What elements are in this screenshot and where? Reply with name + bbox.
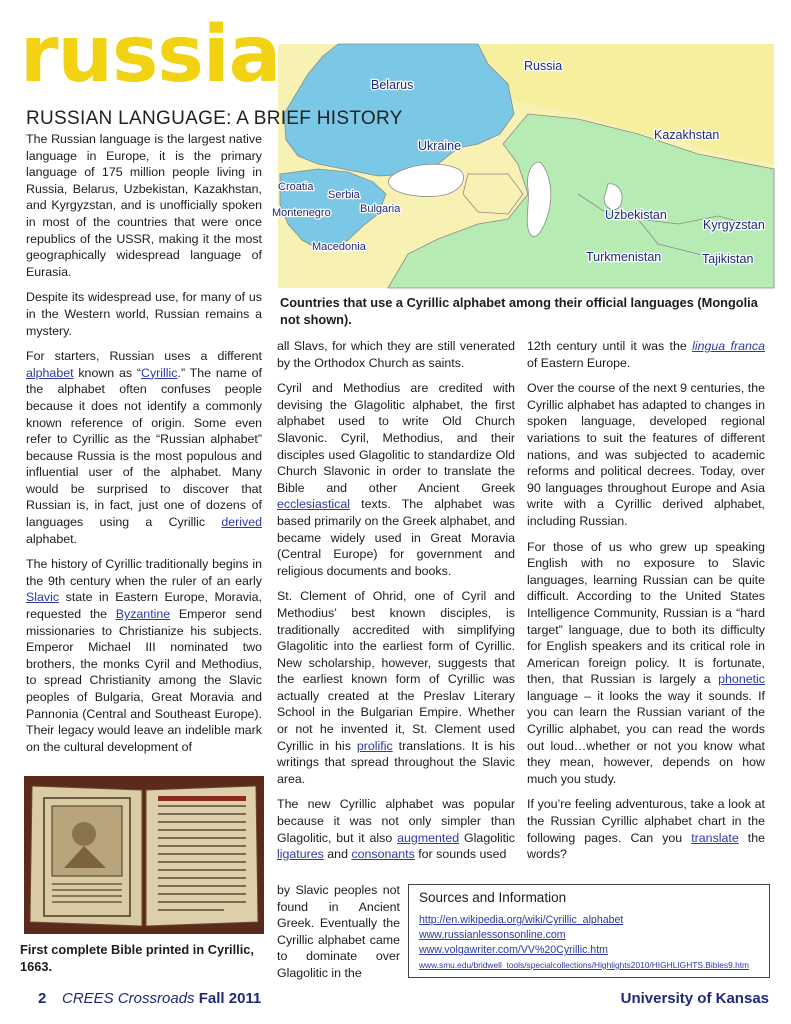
text-span: state in Eastern Europe, Moravia, requested the xyxy=(26,590,262,622)
source-link-smu[interactable]: www.smu.edu/bridwell_tools/specialcollections/Highlights2010/HIGHLIGHTS.Bibles9.htm xyxy=(419,960,750,970)
link-translate[interactable]: translate xyxy=(691,830,739,845)
col1-paragraph-4 xyxy=(26,556,262,755)
map-label-macedonia: Macedonia xyxy=(312,241,366,253)
col1-paragraph-3 xyxy=(26,348,262,547)
map-label-croatia: Croatia xyxy=(278,181,314,193)
text-span: for sounds used xyxy=(414,847,507,862)
column-2 xyxy=(277,338,515,872)
text-span: translations. It is his writings that spread throughout the Slavic area. xyxy=(277,738,516,786)
university-name: University of Kansas xyxy=(620,990,769,1007)
publication-line xyxy=(62,990,261,1007)
article-title: RUSSIAN LANGUAGE: A BRIEF HISTORY xyxy=(26,108,403,129)
text-span: language – it looks the way it sounds. If you can learn the Russian variant of the Cyrillic alphabet, you can read the words out loud…whether or not you know what they mean, however, depends on how much you study. xyxy=(527,688,765,786)
map-label-montenegro: Montenegro xyxy=(272,207,331,219)
cyrillic-countries-map xyxy=(272,44,774,288)
link-augmented[interactable]: augmented xyxy=(397,830,460,845)
link-prolific[interactable]: prolific xyxy=(356,738,393,753)
text-span: known as “ xyxy=(73,365,142,380)
text-span: alphabet. xyxy=(26,531,77,546)
map-caption: Countries that use a Cyrillic alphabet among their official languages (Mongolia not shown). xyxy=(280,295,758,327)
link-consonants[interactable]: consonants xyxy=(351,847,415,862)
map-label-uzbekistan: Uzbekistan xyxy=(605,208,667,222)
source-link-wikipedia[interactable]: http://en.wikipedia.org/wiki/Cyrillic_alphabet xyxy=(419,914,624,926)
source-link-russianlessons[interactable]: www.russianlessonsonline.com xyxy=(419,929,566,941)
col2-paragraph-4 xyxy=(277,796,515,862)
col2-paragraph-1: all Slavs, for which they are still venerated by the Orthodox Church as saints. xyxy=(277,339,515,370)
col3-paragraph-1 xyxy=(527,338,765,371)
text-span: St. Clement of Ohrid, one of Cyril and Methodius’ best known disciples, is traditionally accredited with simplifying Glagolitic into the earliest form of Cyrillic. New scholarship, however, suggests that the earliest known form of Cyrillic was actually created at the Preslav Literary School in the Bulgarian Empire. Whether or not he invented it, St. Clement used Cyrillic in his xyxy=(277,589,515,753)
text-span: 12th century until it was the xyxy=(527,339,693,353)
col2-paragraph-2 xyxy=(277,380,515,579)
text-span: the words? xyxy=(527,830,765,862)
bible-photo xyxy=(24,776,264,934)
map-label-serbia: Serbia xyxy=(328,189,360,201)
text-span: of Eastern Europe. xyxy=(527,355,631,370)
column-1 xyxy=(26,131,262,764)
text-span: texts. The alphabet was based primarily on the Greek alphabet, and became widely used in Great Moravia (Central Europe) for government and religious documents and books. xyxy=(277,497,515,578)
text-span: and xyxy=(323,847,352,862)
link-slavic[interactable]: Slavic xyxy=(26,590,60,605)
col3-paragraph-4 xyxy=(527,796,765,862)
text-span: For starters, Russian uses a different xyxy=(26,349,262,364)
text-span: For those of us who grew up speaking English with no exposure to Slavic languages, learning Russian can be quite difficult. According to the United States Intelligence Community, Russian is a “hard target” language, due to both its difficulty for English speakers and its critical role in American foreign policy. It is fortunate, then, that Russian is largely a xyxy=(527,539,765,687)
map-label-turkmenistan: Turkmenistan xyxy=(586,250,662,264)
map-label-russia: Russia xyxy=(524,59,563,73)
link-ecclesiastical[interactable]: ecclesiastical xyxy=(277,497,350,512)
text-span: The history of Cyrillic traditionally begins in the 9th century when the ruler of an early xyxy=(26,557,262,588)
link-phonetic[interactable]: phonetic xyxy=(718,672,765,687)
source-link-volgawriter[interactable]: www.volgawriter.com/VV%20Cyrillic.htm xyxy=(419,944,608,956)
sources-box xyxy=(408,884,770,978)
column-3 xyxy=(527,338,765,872)
col3-paragraph-2: Over the course of the next 9 centuries, the Cyrillic alphabet has adapted to changes in spoken language, developed regional variations to suit the features of different nations, and was subjected to academic reforms and political decrees. Today, over 90 languages throughout Europe and Asia write with a Cyrillic derived alphabet, including Russian. xyxy=(527,381,765,528)
link-alphabet[interactable]: alphabet xyxy=(26,365,74,380)
col2-paragraph-3 xyxy=(277,588,515,787)
text-span: Cyril and Methodius are credited with devising the Glagolitic alphabet, the first alphabet used to write Old Church Slavonic. Cyril, Methodius, and their disciples used Glagolitic to standardize Old Church Slavonic in order to translate the Bible and other Ancient Greek xyxy=(277,381,515,495)
masthead-title: russia xyxy=(20,10,281,100)
col1-paragraph-1: The Russian language is the largest native language in Europe, it is the primary language of 175 million people living in Russia, Belarus, Uzbekistan, Kazakhstan, and Kyrgyzstan, and is unofficially spoken in most of the countries that were once republics of the USSR, making it the most geographically widespread language of Eurasia. xyxy=(26,132,262,279)
map-label-kazakhstan: Kazakhstan xyxy=(654,128,720,142)
publication-season: Fall 2011 xyxy=(198,990,262,1007)
col1-paragraph-2: Despite its widespread use, for many of us in the Western world, Russian remains a mystery. xyxy=(26,290,262,338)
col3-paragraph-3 xyxy=(527,539,765,788)
text-span: If you’re feeling adventurous, take a look at the Russian Cyrillic alphabet chart in the following pages. Can you xyxy=(527,797,765,845)
text-span: Glagolitic xyxy=(459,830,515,845)
link-cyrillic[interactable]: Cyrillic xyxy=(141,365,178,380)
column-2-continued xyxy=(277,882,400,982)
link-byzantine[interactable]: Byzantine xyxy=(115,607,171,622)
map-label-kyrgyzstan: Kyrgyzstan xyxy=(703,218,765,232)
link-lingua-franca[interactable]: lingua franca xyxy=(692,339,765,353)
text-span: Emperor send missionaries to Christianize his subjects. Emperor Michael III nominated two brothers, the monks Cyril and Methodius, to spread Christianity among the Slavic peoples of Bulgaria, Great Moravia and Pannonia (Central and Southeast Europe). Their legacy would leave an indelible mark on the cultural development of xyxy=(26,607,262,754)
col2-paragraph-4-continued: by Slavic peoples not found in Ancient Greek. Eventually the Cyrillic alphabet came to dominate over Glagolitic in the xyxy=(277,883,400,980)
map-label-ukraine: Ukraine xyxy=(418,139,462,153)
link-derived[interactable]: derived xyxy=(221,515,262,530)
text-span: The new Cyrillic alphabet was popular because it was not only simpler than Glagolitic, but it also xyxy=(277,797,515,845)
sources-title: Sources and Information xyxy=(419,890,567,905)
map-label-belarus: Belarus xyxy=(371,78,414,92)
bible-caption: First complete Bible printed in Cyrillic, 1663. xyxy=(20,942,254,974)
text-span: .” The name of the alphabet often confuses people because it does not identify a commonly known reference of origin. Some even refer to Cyrillic as the “Russian alphabet” because Russia is the most populous and influential user of the alphabet. Many would be surprised to discover that Russian is, in fact, just one of dozens of languages using a Cyrillic xyxy=(26,365,262,530)
map-label-tajikistan: Tajikistan xyxy=(702,252,754,266)
link-ligatures[interactable]: ligatures xyxy=(277,847,324,862)
map-label-bulgaria: Bulgaria xyxy=(360,203,401,215)
publication-name: CREES Crossroads xyxy=(62,990,195,1007)
page-number: 2 xyxy=(38,990,47,1007)
